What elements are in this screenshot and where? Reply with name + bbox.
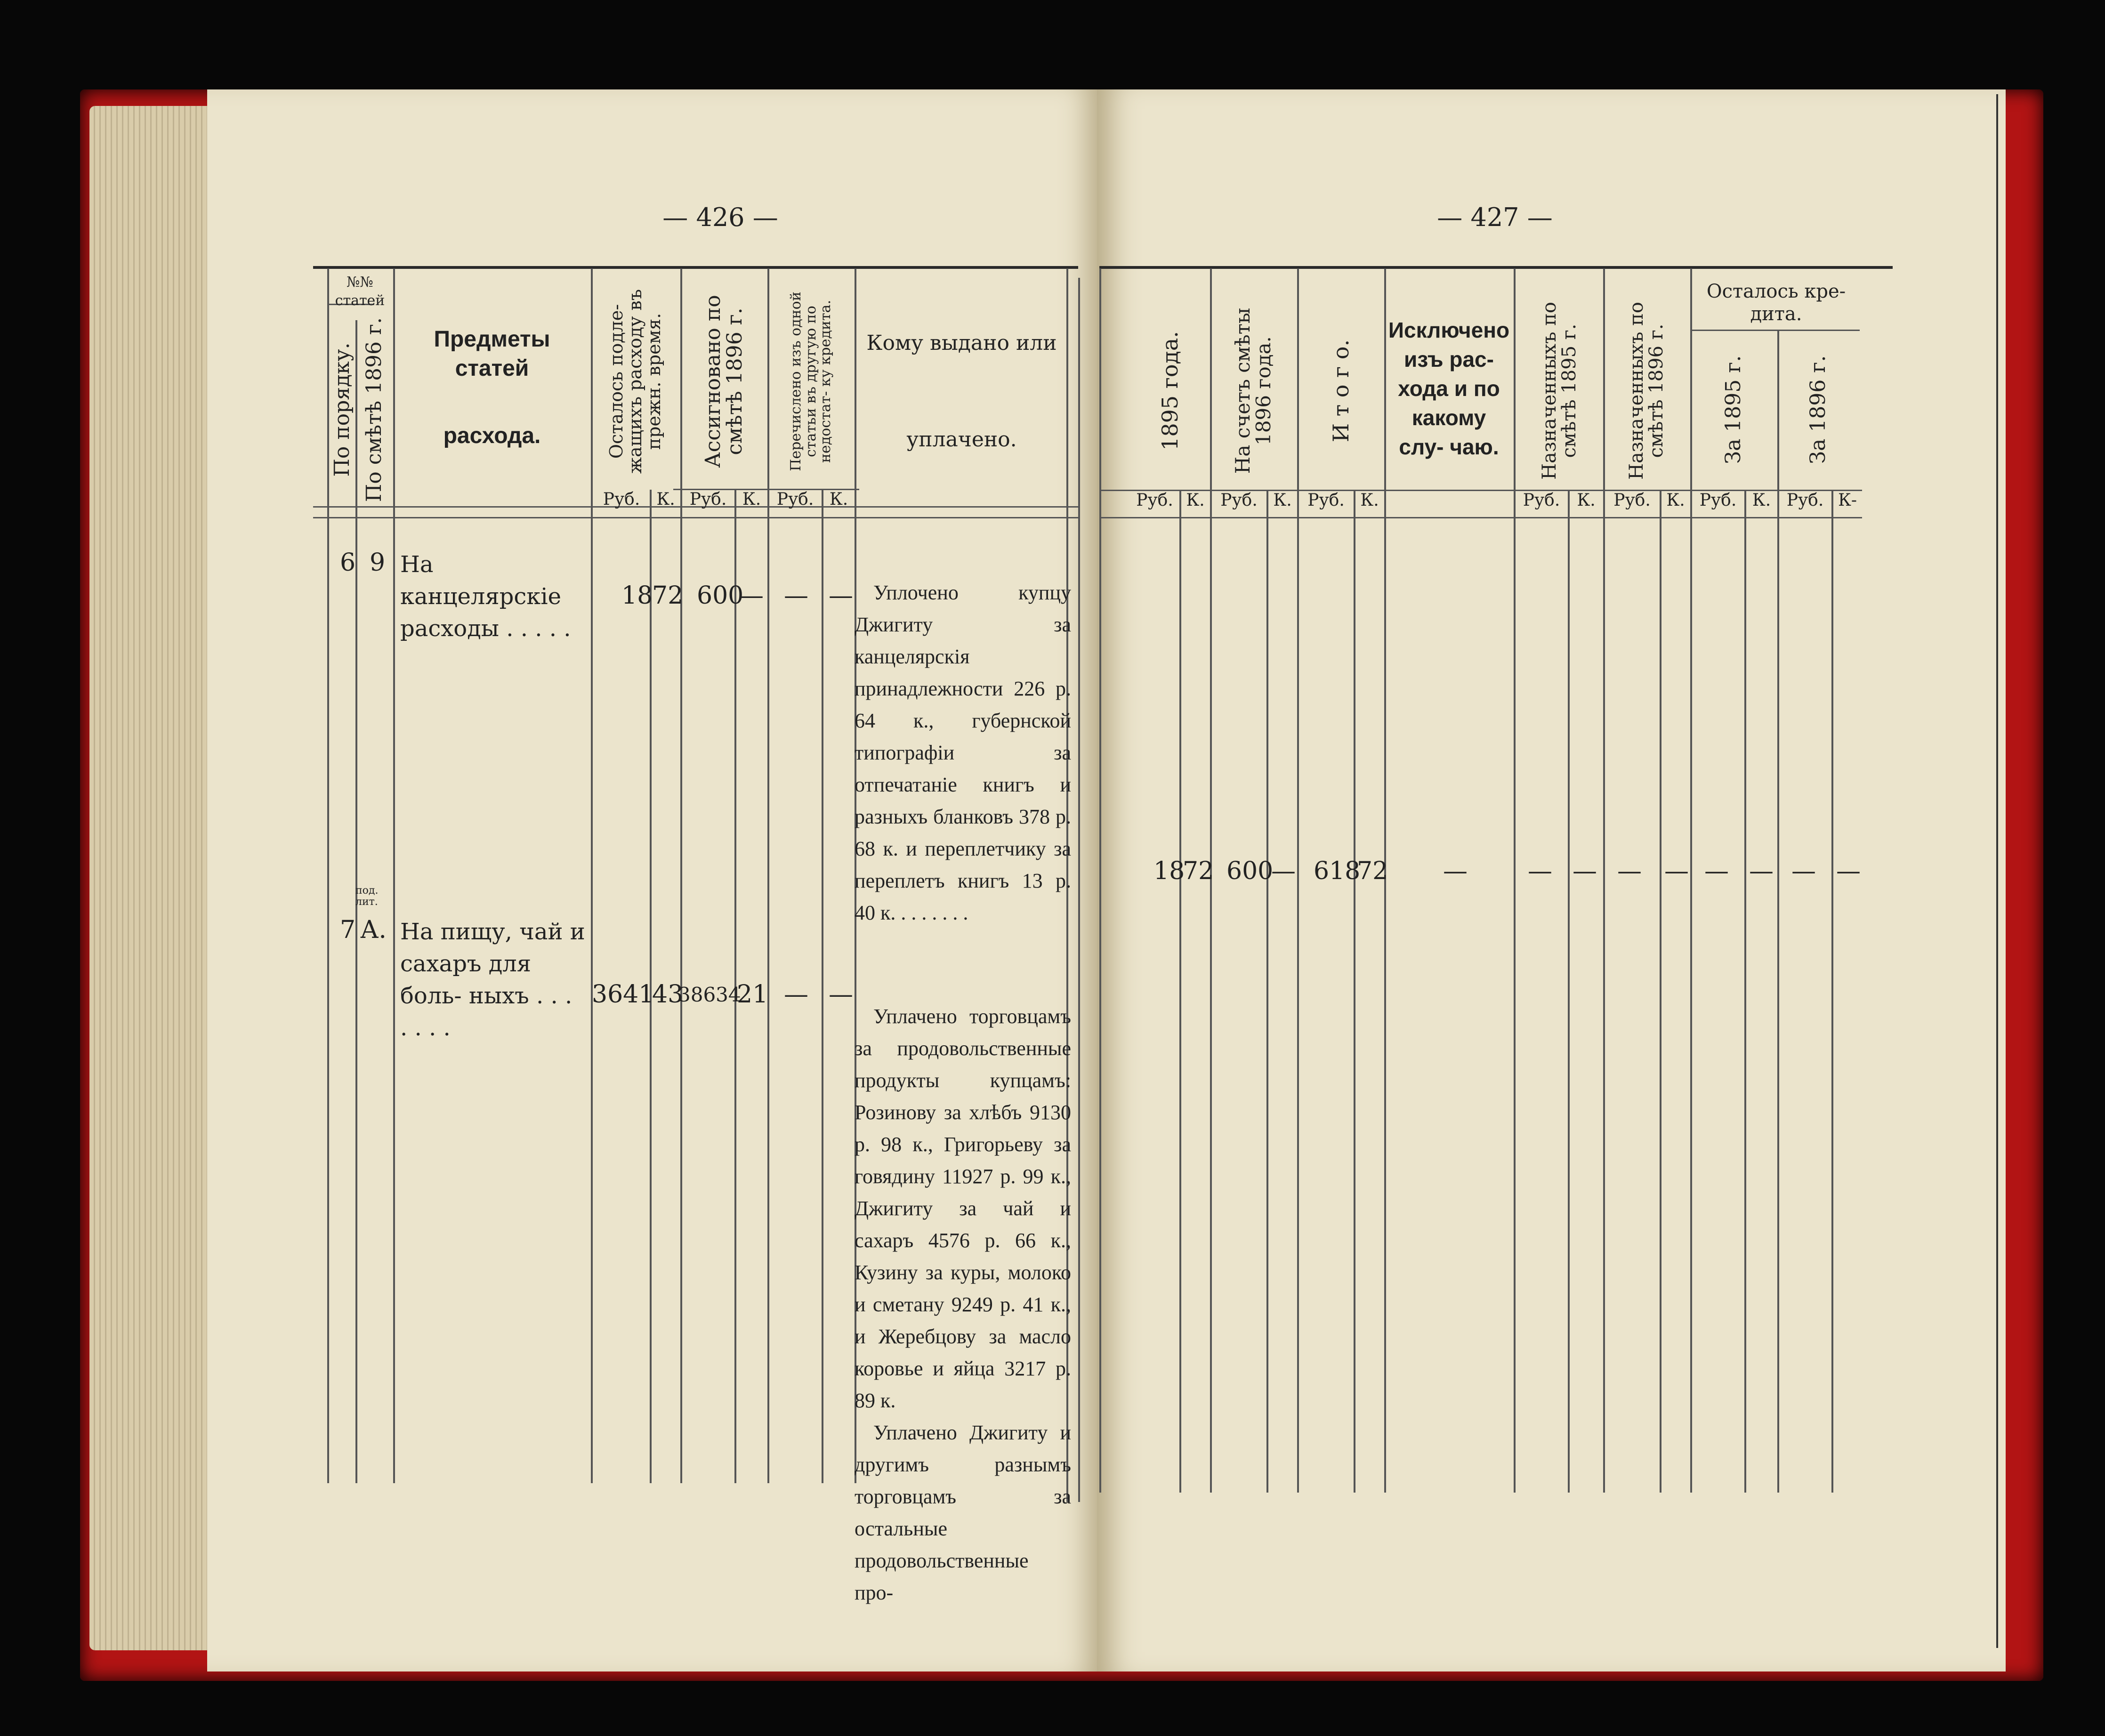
r-dash: — bbox=[1791, 857, 1816, 885]
unit-rub: Руб. bbox=[1136, 491, 1173, 510]
unit-rub: Руб. bbox=[1220, 491, 1258, 510]
remaining-credit-rule bbox=[1690, 330, 1860, 331]
unit-kop: К. bbox=[1186, 491, 1205, 510]
col-divider bbox=[680, 268, 682, 1483]
col-divider bbox=[1099, 268, 1101, 1493]
col-divider bbox=[1690, 268, 1692, 1493]
row7-subject: На пищу, чай и сахаръ для боль- ныхъ . . . . . . . bbox=[400, 919, 585, 1041]
unit-rub: Руб. bbox=[776, 490, 814, 509]
unit-rub: Руб. bbox=[1699, 491, 1737, 510]
header-bottom-rule bbox=[313, 517, 1078, 518]
row7-sub-label: под. лит. bbox=[355, 885, 379, 908]
row6-subject: На канцелярскіе расходы . . . . . bbox=[400, 551, 571, 642]
r-1896-kop: — bbox=[1271, 857, 1296, 885]
header-excluded: Исключено изъ рас- хода и по какому слу- чаю. bbox=[1388, 318, 1510, 460]
unit-rub: Руб. bbox=[1307, 491, 1345, 510]
col-divider bbox=[767, 268, 769, 1483]
r-1895-kop: 72 bbox=[1183, 857, 1214, 885]
unit-kop: К. bbox=[742, 490, 761, 509]
row6-assigned-kop: — bbox=[739, 581, 764, 610]
unit-kop: К. bbox=[656, 490, 675, 509]
col-divider bbox=[1354, 490, 1355, 1493]
unit-rub: Руб. bbox=[1523, 491, 1560, 510]
header-paid-to: Кому выдано или bbox=[866, 331, 1057, 355]
page-number-427: — 427 — bbox=[1437, 202, 1553, 232]
r-total-kop: 72 bbox=[1357, 857, 1388, 885]
row7-paid-to-text-2: Уплачено Джигиту и другимъ разнымъ торговцамъ за остальные продовольственные про- bbox=[855, 1421, 1071, 1604]
col-divider bbox=[1660, 490, 1661, 1493]
row7-remaining-kop: 43 bbox=[652, 980, 684, 1009]
unit-kop: К. bbox=[1360, 491, 1379, 510]
r-dash: — bbox=[1836, 857, 1861, 885]
row7-paid-to bbox=[855, 1001, 1071, 1609]
col-divider bbox=[1078, 278, 1080, 1502]
unit-kop: К. bbox=[1273, 491, 1292, 510]
row7-transferred-kop: — bbox=[829, 980, 853, 1009]
table-top-rule bbox=[1099, 266, 1893, 269]
row7-assigned-rub: 38634 bbox=[678, 983, 741, 1006]
row6-assigned-rub: 600 bbox=[697, 581, 744, 610]
header-remaining: Осталось подле- жащихъ расходу въ прежн. время. bbox=[606, 289, 664, 474]
header-bottom-rule bbox=[1099, 517, 1862, 518]
header-acct-1896: На счетъ смѣты 1896 года. bbox=[1231, 307, 1275, 474]
header-total: И т о г о. bbox=[1328, 339, 1354, 443]
r-dash: — bbox=[1528, 857, 1552, 885]
row6-paid-to-text: Уплочено купцу Джигиту за канцелярскія принадлежности 226 р. 64 к., губернской типографіи за отпечатаніе книгъ и разныхъ бланковъ 378 р. 68 к. и переплетчику за переплетъ книгъ 13 р. 40 к. . . . . . . . bbox=[855, 581, 1071, 924]
col-divider bbox=[1744, 490, 1746, 1493]
unit-kop-dash: К- bbox=[1838, 491, 1857, 510]
col-divider bbox=[1831, 490, 1833, 1493]
page-edge-line bbox=[1996, 94, 1998, 1648]
unit-kop: К. bbox=[1577, 491, 1596, 510]
r-dash: — bbox=[1664, 857, 1689, 885]
unit-rub: Руб. bbox=[1786, 491, 1824, 510]
header-assigned: Ассигновано по смѣтѣ 1896 г. bbox=[701, 295, 747, 468]
row7-assigned-kop: 21 bbox=[737, 980, 768, 1009]
row6-paid-to bbox=[855, 577, 1071, 929]
header-remaining-credit: Осталось кре- дита. bbox=[1706, 281, 1846, 325]
header-assigned-1895: Назначенныхъ по смѣтѣ 1895 г. bbox=[1539, 302, 1580, 480]
row7-paid-to-text-1: Уплачено торговцамъ за продовольственные продукты купцамъ: Розинову за хлѣбъ 9130 р. 98 к., Григорьеву за говядину 11927 р. 99 к., Джигиту за чай и сахаръ 4576 р. 66 к., Кузину за куры, молоко и сметану 9249 р. 41 к., и Жеребцову за масло коровье и яйца 3217 р. 89 к. bbox=[855, 1005, 1071, 1412]
header-for-1896: За 1896 г. bbox=[1806, 355, 1830, 464]
row6-transferred-kop: — bbox=[829, 581, 853, 610]
r-dash: — bbox=[1573, 857, 1597, 885]
header-subjects-2: расхода. bbox=[443, 423, 541, 448]
row7-estimate: А. bbox=[360, 916, 387, 944]
col-divider bbox=[1603, 268, 1605, 1493]
row6-remaining-kop: 72 bbox=[652, 581, 684, 610]
unit-kop: К. bbox=[829, 490, 848, 509]
page-number-426: — 426 — bbox=[662, 202, 778, 232]
unit-rub: Руб. bbox=[1613, 491, 1651, 510]
col-divider bbox=[1514, 268, 1516, 1493]
unit-rub: Руб. bbox=[603, 490, 640, 509]
header-transferred: Перечислено изъ одной статьи въ другую по недостат- ку кредита. bbox=[787, 291, 834, 471]
row6-order: 6 bbox=[340, 549, 356, 577]
col-divider bbox=[591, 268, 593, 1483]
r-excluded: — bbox=[1443, 857, 1468, 885]
page-edges bbox=[89, 106, 212, 1650]
header-by-order: По порядку. bbox=[330, 342, 354, 477]
r-dash: — bbox=[1749, 857, 1774, 885]
row7-remaining-rub: 3641 bbox=[592, 980, 654, 1009]
row7-order: 7 bbox=[340, 916, 356, 944]
r-1895-rub: 18 bbox=[1153, 857, 1185, 885]
header-by-estimate: По смѣтѣ 1896 г. bbox=[362, 317, 386, 502]
unit-rub: Руб. bbox=[689, 490, 727, 509]
row6-estimate: 9 bbox=[370, 549, 386, 577]
row6-remaining-rub: 18 bbox=[621, 581, 653, 610]
unit-kop: К. bbox=[1752, 491, 1771, 510]
row7-transferred-rub: — bbox=[784, 980, 808, 1009]
col-divider bbox=[1266, 490, 1268, 1493]
header-1895: 1895 года. bbox=[1157, 331, 1183, 451]
col-divider bbox=[393, 268, 395, 1483]
table-top-rule bbox=[313, 266, 1078, 269]
col-divider bbox=[1568, 490, 1570, 1493]
header-subjects: Предметы статей bbox=[434, 327, 550, 381]
col-divider bbox=[822, 490, 823, 1483]
r-dash: — bbox=[1617, 857, 1642, 885]
r-total-rub: 618 bbox=[1314, 857, 1361, 885]
unit-kop: К. bbox=[1666, 491, 1685, 510]
r-dash: — bbox=[1704, 857, 1729, 885]
r-1896-rub: 600 bbox=[1226, 857, 1274, 885]
col-divider bbox=[1297, 268, 1299, 1493]
header-nos: №№ статей bbox=[335, 274, 385, 309]
header-paid-to-2: уплачено. bbox=[906, 428, 1017, 452]
col-divider bbox=[1179, 490, 1181, 1493]
header-for-1895: За 1895 г. bbox=[1721, 355, 1745, 464]
row6-transferred-rub: — bbox=[784, 581, 808, 610]
header-assigned-1896: Назначенныхъ по смѣтѣ 1896 г. bbox=[1626, 302, 1667, 480]
col-divider bbox=[327, 268, 329, 1483]
